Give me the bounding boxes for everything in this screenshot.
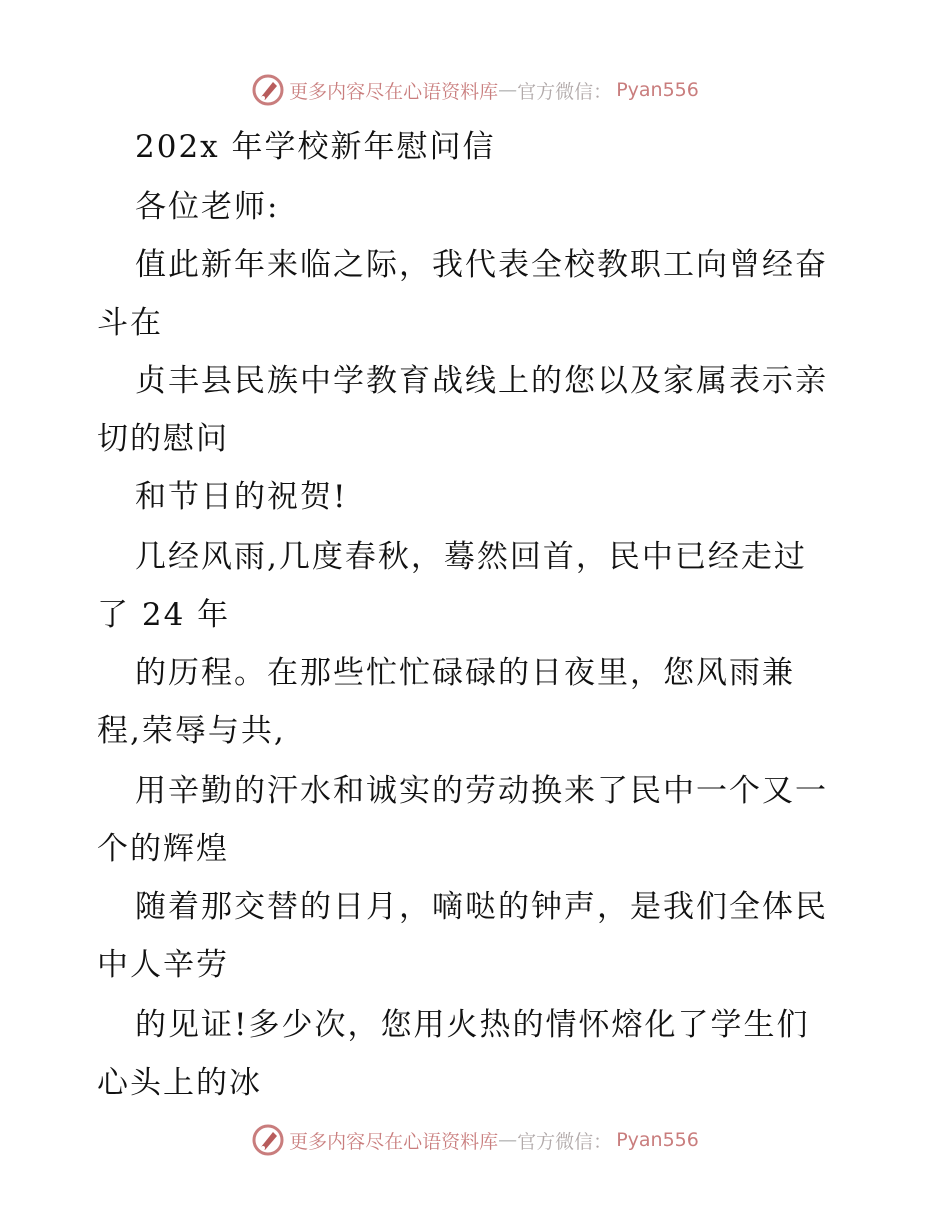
- paragraph-line: 了 24 年: [97, 597, 231, 633]
- footer-watermark-banner: [0, 1120, 950, 1160]
- banner-official-label: 官方微信：: [517, 1130, 613, 1153]
- paragraph-line: 程,荣辱与共,: [97, 713, 286, 749]
- pen-nib-circle-icon: [251, 1123, 285, 1157]
- paragraph-line: 贞丰县民族中学教育战线上的您以及家属表示亲: [135, 363, 828, 399]
- paragraph-line: 个的辉煌: [97, 831, 229, 867]
- header-watermark-banner: [0, 70, 950, 110]
- banner-separator: —: [498, 1129, 518, 1151]
- banner-official-label: 官方微信：: [517, 80, 613, 103]
- document-title: 202x 年学校新年慰问信: [135, 129, 496, 165]
- banner-separator: —: [498, 79, 518, 101]
- paragraph-line: 几经风雨,几度春秋，蓦然回首，民中已经走过: [135, 539, 807, 575]
- paragraph-line: 用辛勤的汗水和诚实的劳动换来了民中一个又一: [135, 773, 828, 809]
- pen-nib-circle-icon: [251, 73, 285, 107]
- paragraph-line: 和节日的祝贺!: [135, 479, 348, 515]
- banner-wechat-id: Pyan556: [616, 1129, 699, 1151]
- salutation: 各位老师:: [135, 189, 280, 225]
- banner-main-text: 更多内容尽在心语资料库: [289, 1130, 499, 1153]
- banner-wechat-id: Pyan556: [616, 79, 699, 101]
- paragraph-line: 切的慰问: [97, 421, 229, 457]
- paragraph-line: 值此新年来临之际，我代表全校教职工向曾经奋: [135, 247, 828, 283]
- paragraph-line: 中人辛劳: [97, 947, 229, 983]
- paragraph-line: 随着那交替的日月，嘀哒的钟声，是我们全体民: [135, 889, 828, 925]
- banner-main-text: 更多内容尽在心语资料库: [289, 80, 499, 103]
- paragraph-line: 斗在: [97, 305, 163, 341]
- paragraph-line: 心头上的冰: [97, 1065, 262, 1101]
- paragraph-line: 的历程。在那些忙忙碌碌的日夜里，您风雨兼: [135, 655, 795, 691]
- paragraph-line: 的见证!多少次，您用火热的情怀熔化了学生们: [135, 1007, 810, 1043]
